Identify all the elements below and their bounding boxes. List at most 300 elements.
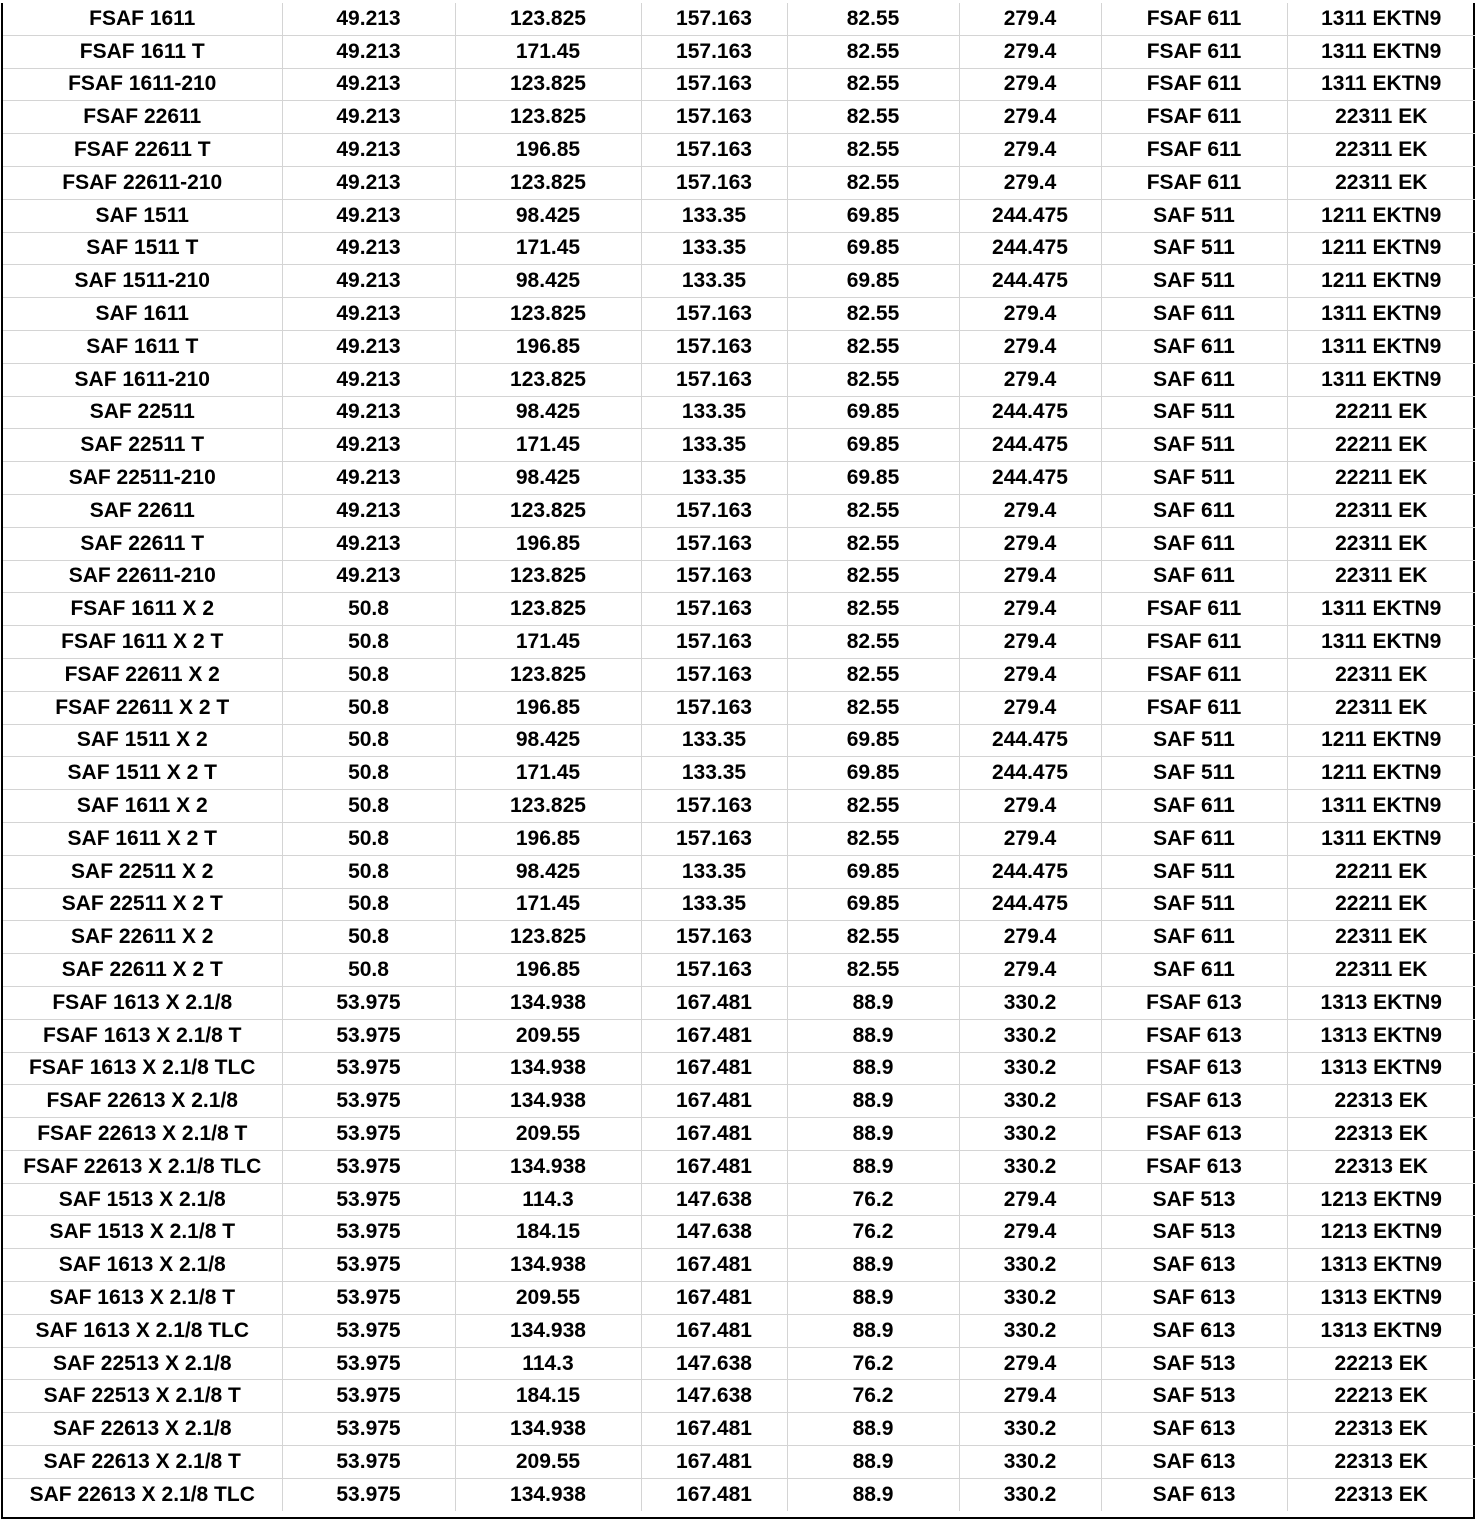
height-cell[interactable]: 157.163 [641,626,787,659]
length-cell[interactable]: 171.45 [455,232,641,265]
center-height-cell[interactable]: 82.55 [787,658,959,691]
overall-length-cell[interactable]: 330.2 [959,986,1101,1019]
height-cell[interactable]: 133.35 [641,724,787,757]
part-number-cell[interactable]: FSAF 1611 X 2 [3,593,282,626]
center-height-cell[interactable]: 69.85 [787,757,959,790]
housing-cell[interactable]: SAF 613 [1101,1478,1287,1510]
bearing-cell[interactable]: 22313 EK [1334,1482,1428,1506]
height-cell[interactable]: 157.163 [641,134,787,167]
center-height-cell[interactable]: 82.55 [787,626,959,659]
length-cell[interactable]: 123.825 [455,3,641,35]
length-cell[interactable]: 114.3 [455,1183,641,1216]
shaft-size-cell[interactable]: 49.213 [282,166,455,199]
center-height-cell[interactable]: 76.2 [787,1380,959,1413]
height-cell[interactable]: 147.638 [641,1183,787,1216]
overall-length-cell[interactable]: 244.475 [959,855,1101,888]
housing-cell[interactable]: SAF 611 [1101,527,1287,560]
bearing-cell[interactable]: 1311 EKTN9 [1287,790,1475,823]
shaft-size-cell[interactable]: 53.975 [282,1216,455,1249]
housing-cell[interactable]: SAF 511 [1101,199,1287,232]
bearing-cell[interactable]: 22211 EK [1287,429,1475,462]
bearing-cell[interactable]: 1311 EKTN9 [1287,68,1475,101]
overall-length-cell[interactable]: 279.4 [959,593,1101,626]
shaft-size-cell[interactable]: 49.213 [282,494,455,527]
bearing-cell[interactable]: 1311 EKTN9 [1287,822,1475,855]
height-cell[interactable]: 133.35 [641,232,787,265]
part-number-cell[interactable]: FSAF 22611 T [3,134,282,167]
overall-length-cell[interactable]: 244.475 [959,757,1101,790]
part-number-cell[interactable]: SAF 22611 T [3,527,282,560]
height-cell[interactable]: 157.163 [641,494,787,527]
overall-length-cell[interactable]: 244.475 [959,232,1101,265]
height-cell[interactable]: 167.481 [641,1249,787,1282]
housing-cell[interactable]: SAF 611 [1101,822,1287,855]
shaft-size-cell[interactable]: 50.8 [282,724,455,757]
center-height-cell[interactable]: 82.55 [787,134,959,167]
center-height-cell[interactable]: 76.2 [787,1347,959,1380]
part-number-cell[interactable]: SAF 1613 X 2.1/8 TLC [3,1314,282,1347]
center-height-cell[interactable]: 69.85 [787,888,959,921]
center-height-cell[interactable]: 82.55 [787,691,959,724]
length-cell[interactable]: 123.825 [455,921,641,954]
height-cell[interactable]: 133.35 [641,396,787,429]
part-number-cell[interactable]: SAF 22611 X 2 [3,921,282,954]
shaft-size-cell[interactable]: 49.213 [282,462,455,495]
height-cell[interactable]: 133.35 [641,429,787,462]
part-number-cell[interactable]: SAF 22611 [3,494,282,527]
part-number-cell[interactable]: FSAF 22611 X 2 T [3,691,282,724]
overall-length-cell[interactable]: 279.4 [959,527,1101,560]
housing-cell[interactable]: SAF 511 [1101,757,1287,790]
center-height-cell[interactable]: 88.9 [787,986,959,1019]
shaft-size-cell[interactable]: 49.213 [282,101,455,134]
center-height-cell[interactable]: 88.9 [787,1282,959,1315]
part-number-cell[interactable]: SAF 22613 X 2.1/8 [3,1413,282,1446]
bearing-cell[interactable]: 1311 EKTN9 [1287,363,1475,396]
part-number-cell[interactable]: SAF 22613 X 2.1/8 T [3,1446,282,1479]
height-cell[interactable]: 157.163 [641,68,787,101]
length-cell[interactable]: 171.45 [455,626,641,659]
housing-cell[interactable]: FSAF 611 [1101,626,1287,659]
height-cell[interactable]: 157.163 [641,527,787,560]
part-number-cell[interactable]: SAF 1611 T [3,330,282,363]
overall-length-cell[interactable]: 279.4 [959,3,1101,35]
overall-length-cell[interactable]: 244.475 [959,199,1101,232]
shaft-size-cell[interactable]: 49.213 [282,396,455,429]
height-cell[interactable]: 157.163 [641,593,787,626]
center-height-cell[interactable]: 88.9 [787,1085,959,1118]
bearing-cell[interactable]: 22311 EK [1287,166,1475,199]
shaft-size-cell[interactable]: 53.975 [282,1314,455,1347]
bearing-cell[interactable]: 1313 EKTN9 [1287,1314,1475,1347]
bearing-cell[interactable]: 1313 EKTN9 [1287,1282,1475,1315]
bearing-cell[interactable]: 1311 EKTN9 [1287,626,1475,659]
part-number-cell[interactable]: SAF 22611 X 2 T [3,954,282,987]
overall-length-cell[interactable]: 330.2 [959,1446,1101,1479]
shaft-size-cell[interactable]: 53.975 [282,1052,455,1085]
length-cell[interactable]: 98.425 [455,724,641,757]
length-cell[interactable]: 134.938 [455,1150,641,1183]
overall-length-cell[interactable]: 279.4 [959,363,1101,396]
length-cell[interactable]: 134.938 [455,1413,641,1446]
center-height-cell[interactable]: 88.9 [787,1052,959,1085]
length-cell[interactable]: 123.825 [455,560,641,593]
overall-length-cell[interactable]: 279.4 [959,35,1101,68]
length-cell[interactable]: 123.825 [455,790,641,823]
overall-length-cell[interactable]: 330.2 [959,1282,1101,1315]
overall-length-cell[interactable]: 279.4 [959,134,1101,167]
shaft-size-cell[interactable]: 49.213 [282,134,455,167]
housing-cell[interactable]: SAF 511 [1101,724,1287,757]
overall-length-cell[interactable]: 279.4 [959,1183,1101,1216]
part-number-cell[interactable]: SAF 1511 X 2 T [3,757,282,790]
housing-cell[interactable]: SAF 611 [1101,298,1287,331]
housing-cell[interactable]: FSAF 611 [1101,691,1287,724]
center-height-cell[interactable]: 88.9 [787,1314,959,1347]
length-cell[interactable]: 98.425 [455,265,641,298]
overall-length-cell[interactable]: 330.2 [959,1249,1101,1282]
housing-cell[interactable]: FSAF 611 [1101,101,1287,134]
housing-cell[interactable]: SAF 511 [1101,888,1287,921]
shaft-size-cell[interactable]: 49.213 [282,527,455,560]
height-cell[interactable]: 133.35 [641,855,787,888]
housing-cell[interactable]: SAF 511 [1101,462,1287,495]
bearing-cell[interactable]: 1213 EKTN9 [1287,1183,1475,1216]
height-cell[interactable]: 167.481 [641,1282,787,1315]
center-height-cell[interactable]: 69.85 [787,232,959,265]
shaft-size-cell[interactable]: 49.213 [282,363,455,396]
overall-length-cell[interactable]: 279.4 [959,166,1101,199]
length-cell[interactable]: 196.85 [455,691,641,724]
length-cell[interactable]: 134.938 [455,1249,641,1282]
overall-length-cell[interactable]: 279.4 [959,298,1101,331]
part-number-cell[interactable]: SAF 22513 X 2.1/8 [3,1347,282,1380]
height-cell[interactable]: 167.481 [641,1413,787,1446]
housing-cell[interactable]: SAF 611 [1101,363,1287,396]
housing-cell[interactable]: FSAF 611 [1101,68,1287,101]
overall-length-cell[interactable]: 279.4 [959,822,1101,855]
part-number-cell[interactable]: SAF 1511 T [3,232,282,265]
center-height-cell[interactable]: 82.55 [787,330,959,363]
length-cell[interactable]: 123.825 [455,363,641,396]
shaft-size-cell[interactable]: 50.8 [282,691,455,724]
part-number-cell[interactable]: SAF 22511-210 [3,462,282,495]
bearing-cell[interactable]: 22313 EK [1287,1413,1475,1446]
shaft-size-cell[interactable]: 50.8 [282,888,455,921]
part-number-cell[interactable]: SAF 22511 X 2 [3,855,282,888]
length-cell[interactable]: 196.85 [455,954,641,987]
housing-cell[interactable]: SAF 611 [1101,560,1287,593]
shaft-size-cell[interactable]: 50.8 [282,593,455,626]
height-cell[interactable]: 157.163 [641,822,787,855]
height-cell[interactable]: 157.163 [641,298,787,331]
height-cell[interactable]: 157.163 [641,790,787,823]
bearing-cell[interactable]: 1311 EKTN9 [1287,3,1475,35]
overall-length-cell[interactable]: 244.475 [959,888,1101,921]
center-height-cell[interactable]: 82.55 [787,822,959,855]
center-height-cell[interactable]: 76.2 [787,1216,959,1249]
bearing-cell[interactable]: 22311 EK [1287,921,1475,954]
center-height-cell[interactable]: 88.9 [787,1446,959,1479]
shaft-size-cell[interactable]: 49.213 [282,298,455,331]
part-number-cell[interactable]: FSAF 22613 X 2.1/8 T [3,1118,282,1151]
part-number-cell[interactable]: SAF 1613 X 2.1/8 T [3,1282,282,1315]
part-number-cell[interactable]: SAF 22611-210 [3,560,282,593]
housing-cell[interactable]: SAF 513 [1101,1216,1287,1249]
shaft-size-cell[interactable]: 50.8 [282,921,455,954]
length-cell[interactable]: 134.938 [455,1478,641,1510]
shaft-size-cell[interactable]: 53.975 [282,1413,455,1446]
length-cell[interactable]: 123.825 [455,494,641,527]
part-number-cell[interactable]: SAF 1611-210 [3,363,282,396]
housing-cell[interactable]: FSAF 611 [1101,166,1287,199]
shaft-size-cell[interactable]: 53.975 [282,1478,455,1510]
overall-length-cell[interactable]: 279.4 [959,330,1101,363]
height-cell[interactable]: 167.481 [641,1478,787,1510]
center-height-cell[interactable]: 82.55 [787,298,959,331]
housing-cell[interactable]: SAF 613 [1101,1282,1287,1315]
housing-cell[interactable]: SAF 613 [1101,1249,1287,1282]
bearing-cell[interactable]: 1313 EKTN9 [1287,1249,1475,1282]
center-height-cell[interactable]: 82.55 [787,790,959,823]
overall-length-cell[interactable]: 279.4 [959,1347,1101,1380]
length-cell[interactable]: 196.85 [455,134,641,167]
center-height-cell[interactable]: 69.85 [787,199,959,232]
overall-length-cell[interactable]: 244.475 [959,265,1101,298]
center-height-cell[interactable]: 82.55 [787,921,959,954]
height-cell[interactable]: 167.481 [641,1019,787,1052]
bearing-cell[interactable]: 1311 EKTN9 [1287,330,1475,363]
center-height-cell[interactable]: 88.9 [787,1019,959,1052]
housing-cell[interactable]: FSAF 611 [1101,593,1287,626]
housing-cell[interactable]: SAF 511 [1101,429,1287,462]
center-height-cell[interactable]: 82.55 [787,954,959,987]
length-cell[interactable]: 171.45 [455,757,641,790]
height-cell[interactable]: 167.481 [641,1150,787,1183]
shaft-size-cell[interactable]: 53.975 [282,1380,455,1413]
part-number-cell[interactable]: FSAF 22611 [3,101,282,134]
bearing-cell[interactable]: 1311 EKTN9 [1287,35,1475,68]
shaft-size-cell[interactable]: 50.8 [282,954,455,987]
center-height-cell[interactable]: 82.55 [787,35,959,68]
housing-cell[interactable]: SAF 513 [1101,1183,1287,1216]
length-cell[interactable]: 171.45 [455,888,641,921]
length-cell[interactable]: 134.938 [455,1052,641,1085]
overall-length-cell[interactable]: 279.4 [959,658,1101,691]
height-cell[interactable]: 167.481 [641,1118,787,1151]
center-height-cell[interactable]: 69.85 [787,396,959,429]
center-height-cell[interactable]: 82.55 [787,593,959,626]
length-cell[interactable]: 209.55 [455,1118,641,1151]
overall-length-cell[interactable]: 279.4 [959,691,1101,724]
bearing-cell[interactable]: 1311 EKTN9 [1287,298,1475,331]
height-cell[interactable]: 157.163 [641,166,787,199]
center-height-cell[interactable]: 88.9 [787,1150,959,1183]
shaft-size-cell[interactable]: 53.975 [282,1019,455,1052]
height-cell[interactable]: 157.163 [641,101,787,134]
housing-cell[interactable]: FSAF 613 [1101,1052,1287,1085]
housing-cell[interactable]: SAF 511 [1101,265,1287,298]
shaft-size-cell[interactable]: 50.8 [282,855,455,888]
center-height-cell[interactable]: 82.55 [787,527,959,560]
overall-length-cell[interactable]: 330.2 [959,1314,1101,1347]
height-cell[interactable]: 157.163 [641,921,787,954]
center-height-cell[interactable]: 88.9 [787,1249,959,1282]
center-height-cell[interactable]: 82.55 [787,68,959,101]
housing-cell[interactable]: SAF 613 [1101,1413,1287,1446]
overall-length-cell[interactable]: 279.4 [959,626,1101,659]
shaft-size-cell[interactable]: 53.975 [282,986,455,1019]
bearing-cell[interactable]: 22313 EK [1287,1446,1475,1479]
part-number-cell[interactable]: SAF 22513 X 2.1/8 T [3,1380,282,1413]
length-cell[interactable]: 98.425 [455,462,641,495]
overall-length-cell[interactable]: 279.4 [959,1380,1101,1413]
height-cell[interactable]: 167.481 [641,1446,787,1479]
bearing-cell[interactable]: 22213 EK [1287,1380,1475,1413]
center-height-cell[interactable]: 69.85 [787,855,959,888]
height-cell[interactable]: 167.481 [641,1314,787,1347]
overall-length-cell[interactable]: 279.4 [959,68,1101,101]
housing-cell[interactable]: FSAF 613 [1101,1118,1287,1151]
length-cell[interactable]: 196.85 [455,330,641,363]
bearing-cell[interactable]: 22313 EK [1287,1150,1475,1183]
bearing-cell[interactable]: 1211 EKTN9 [1287,757,1475,790]
shaft-size-cell[interactable]: 49.213 [282,3,455,35]
bearing-cell[interactable]: 1313 EKTN9 [1287,1052,1475,1085]
bearing-cell[interactable]: 22311 EK [1287,494,1475,527]
bearing-cell[interactable]: 1213 EKTN9 [1287,1216,1475,1249]
overall-length-cell[interactable]: 279.4 [959,560,1101,593]
housing-cell[interactable]: FSAF 613 [1101,1019,1287,1052]
bearing-cell[interactable]: 22313 EK [1287,1118,1475,1151]
length-cell[interactable]: 123.825 [455,68,641,101]
part-number-cell[interactable]: FSAF 1611 [3,3,282,35]
part-number-cell[interactable]: SAF 1513 X 2.1/8 [3,1183,282,1216]
center-height-cell[interactable]: 82.55 [787,101,959,134]
part-number-cell[interactable]: FSAF 1613 X 2.1/8 [3,986,282,1019]
shaft-size-cell[interactable]: 53.975 [282,1249,455,1282]
center-height-cell[interactable]: 82.55 [787,3,959,35]
overall-length-cell[interactable]: 279.4 [959,790,1101,823]
overall-length-cell[interactable]: 330.2 [959,1019,1101,1052]
bearing-cell[interactable]: 1211 EKTN9 [1287,232,1475,265]
part-number-cell[interactable]: SAF 1511-210 [3,265,282,298]
bearing-cell[interactable]: 22213 EK [1287,1347,1475,1380]
shaft-size-cell[interactable]: 53.975 [282,1183,455,1216]
bearing-cell[interactable]: 22211 EK [1287,855,1475,888]
length-cell[interactable]: 98.425 [455,396,641,429]
length-cell[interactable]: 196.85 [455,527,641,560]
height-cell[interactable]: 157.163 [641,3,787,35]
length-cell[interactable]: 209.55 [455,1282,641,1315]
bearing-cell[interactable]: 1211 EKTN9 [1287,199,1475,232]
part-number-cell[interactable]: SAF 1511 [3,199,282,232]
shaft-size-cell[interactable]: 49.213 [282,330,455,363]
length-cell[interactable]: 134.938 [455,986,641,1019]
length-cell[interactable]: 123.825 [455,298,641,331]
height-cell[interactable]: 167.481 [641,1052,787,1085]
height-cell[interactable]: 157.163 [641,658,787,691]
center-height-cell[interactable]: 69.85 [787,724,959,757]
overall-length-cell[interactable]: 279.4 [959,1216,1101,1249]
part-number-cell[interactable]: FSAF 1611 T [3,35,282,68]
length-cell[interactable]: 184.15 [455,1216,641,1249]
part-number-cell[interactable]: SAF 22613 X 2.1/8 TLC [3,1478,282,1510]
length-cell[interactable]: 171.45 [455,429,641,462]
part-number-cell[interactable]: SAF 1611 X 2 [3,790,282,823]
shaft-size-cell[interactable]: 53.975 [282,1085,455,1118]
length-cell[interactable]: 123.825 [455,166,641,199]
shaft-size-cell[interactable]: 49.213 [282,429,455,462]
shaft-size-cell[interactable]: 53.975 [282,1118,455,1151]
housing-cell[interactable]: FSAF 613 [1101,1085,1287,1118]
housing-cell[interactable]: SAF 611 [1101,494,1287,527]
part-number-cell[interactable]: FSAF 22613 X 2.1/8 TLC [3,1150,282,1183]
bearing-cell[interactable]: 1313 EKTN9 [1287,1019,1475,1052]
housing-cell[interactable]: SAF 613 [1101,1446,1287,1479]
housing-cell[interactable]: FSAF 611 [1101,35,1287,68]
overall-length-cell[interactable]: 330.2 [959,1118,1101,1151]
bearing-cell[interactable]: 22311 EK [1287,658,1475,691]
part-number-cell[interactable]: SAF 22511 T [3,429,282,462]
part-number-cell[interactable]: FSAF 1611 X 2 T [3,626,282,659]
housing-cell[interactable]: SAF 513 [1101,1380,1287,1413]
overall-length-cell[interactable]: 244.475 [959,462,1101,495]
overall-length-cell[interactable]: 279.4 [959,954,1101,987]
length-cell[interactable]: 184.15 [455,1380,641,1413]
overall-length-cell[interactable]: 244.475 [959,724,1101,757]
housing-cell[interactable]: FSAF 611 [1101,134,1287,167]
overall-length-cell[interactable]: 330.2 [959,1478,1101,1510]
shaft-size-cell[interactable]: 49.213 [282,199,455,232]
shaft-size-cell[interactable]: 49.213 [282,265,455,298]
length-cell[interactable]: 114.3 [455,1347,641,1380]
shaft-size-cell[interactable]: 50.8 [282,626,455,659]
bearing-cell[interactable]: 22313 EK [1287,1085,1475,1118]
height-cell[interactable]: 157.163 [641,330,787,363]
housing-cell[interactable]: SAF 613 [1101,1314,1287,1347]
length-cell[interactable]: 209.55 [455,1019,641,1052]
length-cell[interactable]: 123.825 [455,593,641,626]
height-cell[interactable]: 133.35 [641,757,787,790]
shaft-size-cell[interactable]: 53.975 [282,1446,455,1479]
center-height-cell[interactable]: 82.55 [787,560,959,593]
bearing-cell[interactable]: 22311 EK [1287,954,1475,987]
height-cell[interactable]: 157.163 [641,954,787,987]
shaft-size-cell[interactable]: 50.8 [282,822,455,855]
bearing-cell[interactable]: 22211 EK [1287,888,1475,921]
shaft-size-cell[interactable]: 49.213 [282,560,455,593]
height-cell[interactable]: 157.163 [641,35,787,68]
part-number-cell[interactable]: FSAF 22613 X 2.1/8 [3,1085,282,1118]
overall-length-cell[interactable]: 330.2 [959,1052,1101,1085]
housing-cell[interactable]: SAF 511 [1101,396,1287,429]
bearing-cell[interactable]: 1211 EKTN9 [1287,265,1475,298]
part-number-cell[interactable]: SAF 22511 [3,396,282,429]
part-number-cell[interactable]: SAF 1513 X 2.1/8 T [3,1216,282,1249]
length-cell[interactable]: 209.55 [455,1446,641,1479]
housing-cell[interactable]: SAF 511 [1101,232,1287,265]
shaft-size-cell[interactable]: 53.975 [282,1150,455,1183]
shaft-size-cell[interactable]: 53.975 [282,1347,455,1380]
center-height-cell[interactable]: 88.9 [787,1118,959,1151]
length-cell[interactable]: 98.425 [455,855,641,888]
part-number-cell[interactable]: FSAF 1613 X 2.1/8 T [3,1019,282,1052]
length-cell[interactable]: 123.825 [455,658,641,691]
shaft-size-cell[interactable]: 50.8 [282,757,455,790]
center-height-cell[interactable]: 88.9 [787,1413,959,1446]
overall-length-cell[interactable]: 279.4 [959,921,1101,954]
